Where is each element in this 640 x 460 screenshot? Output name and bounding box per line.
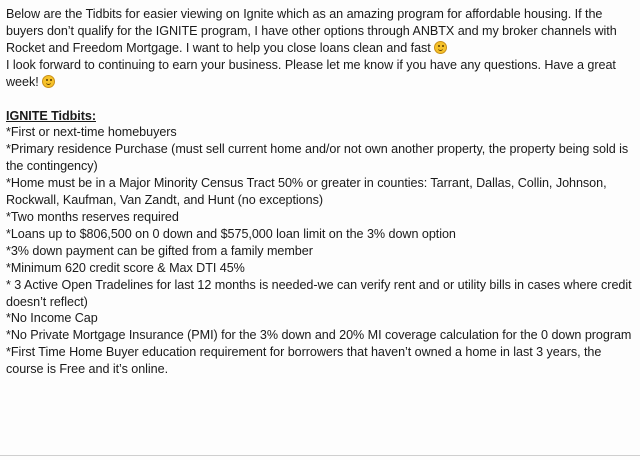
tidbit-item: *First or next-time homebuyers [6,125,177,140]
tidbits-heading: IGNITE Tidbits: [6,108,96,123]
tidbit-item: * 3 Active Open Tradelines for last 12 months is needed-we can verify rent and or utility bills in cases where credit doesn’t reflect) [6,277,632,309]
tidbit-item: *No Income Cap [6,311,98,326]
paragraph-spacer [6,91,632,108]
smiling-face-emoji-icon [434,41,447,54]
tidbit-item: *Primary residence Purchase (must sell current home and/or not own another property, the property being sold is the contingency) [6,142,629,174]
tidbit-item: *Loans up to $806,500 on 0 down and $575,000 loan limit on the 3% down option [6,226,456,241]
tidbit-item: *3% down payment can be gifted from a family member [6,243,313,258]
tidbit-item: *First Time Home Buyer education requirement for borrowers that haven’t owned a home in last 3 years, the course is Free and it’s online. [6,345,602,377]
tidbit-item: *Minimum 620 credit score & Max DTI 45% [6,260,245,275]
smiling-face-emoji-icon [42,75,55,88]
tidbit-item: *Two months reserves required [6,209,179,224]
bottom-divider [0,455,640,456]
intro-paragraph-2-text: I look forward to continuing to earn your business. Please let me know if you have any questions. Have a great week! [6,57,616,89]
tidbit-item: *No Private Mortgage Insurance (PMI) for the 3% down and 20% MI coverage calculation for the 0 down program [6,328,632,343]
tidbit-item: *Home must be in a Major Minority Census Tract 50% or greater in counties: Tarrant, Dallas, Collin, Johnson, Rockwall, Kaufman, Van Zandt, and Hunt (no exceptions) [6,176,607,208]
intro-paragraph-1-text: Below are the Tidbits for easier viewing on Ignite which as an amazing program for affordable housing. If the buyers don’t qualify for the IGNITE program, I have other options through ANBTX and my broker channels with Rocket and Freedom Mortgage. I want to help you close loans clean and fast [6,7,617,55]
intro-paragraph-1 [6,6,632,57]
intro-paragraph-2 [6,57,632,91]
